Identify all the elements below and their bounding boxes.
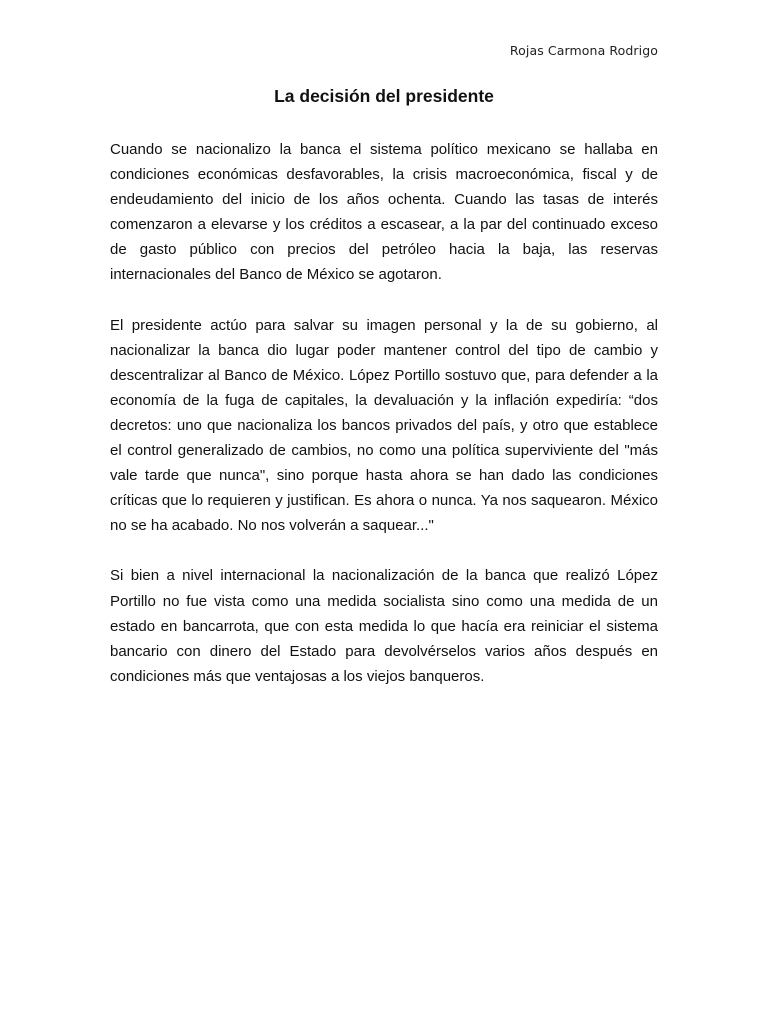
header-author-name: Rojas Carmona Rodrigo: [509, 43, 658, 58]
paragraph-2: El presidente actúo para salvar su imagen personal y la de su gobierno, al nacionalizar la banca dio lugar poder mantener control del tipo de cambio y descentralizar al Banco de México. López Portillo sostuvo que, para defender a la economía de la fuga de capitales, la devaluación y la inflación expediría: “dos decretos: uno que nacionaliza los bancos privados del país, y otro que establece el control generalizado de cambios, no como una política superviviente del "más vale tarde que nunca", sino porque hasta ahora se han dado las condiciones críticas que lo requieren y justifican. Es ahora o nunca. Ya nos saquearon. México no se ha acabado. No nos volverán a saquear...": [110, 316, 658, 535]
paragraph-1: Cuando se nacionalizo la banca el sistema político mexicano se hallaba en condiciones económicas desfavorables, la crisis macroeconómica, fiscal y de endeudamiento del inicio de los años ochenta. Cuando las tasas de interés comenzaron a elevarse y los créditos a escasear, a la par del continuado exceso de gasto público con precios del petróleo hacia la baja, las reservas internacionales del Banco de México se agotaron.: [110, 141, 658, 284]
document-body: [110, 137, 658, 714]
document-title: La decisión del presidente: [274, 86, 494, 106]
paragraph-3: Si bien a nivel internacional la nacionalización de la banca que realizó López Portillo no fue vista como una medida socialista sino como una medida de un estado en bancarrota, que con esta medida lo que hacía era reiniciar el sistema bancario con dinero del Estado para devolvérselos varios años después en condiciones más que ventajosas a los viejos banqueros.: [110, 567, 658, 685]
